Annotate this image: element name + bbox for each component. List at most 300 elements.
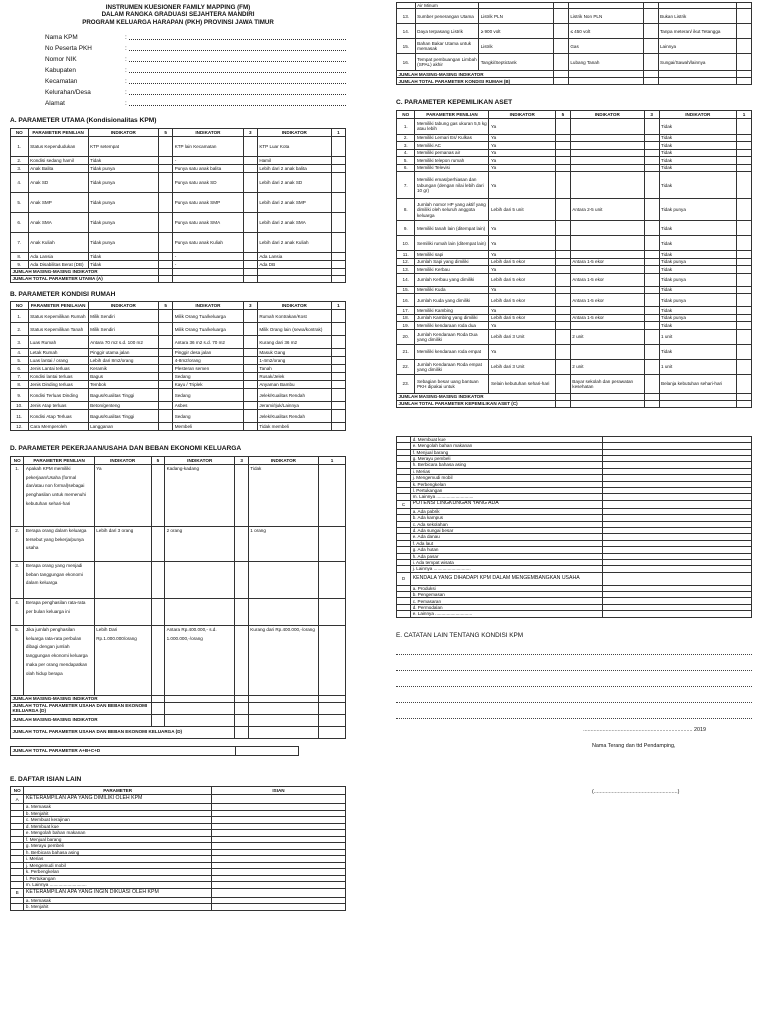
score-cell[interactable] bbox=[243, 310, 257, 323]
score-cell[interactable] bbox=[151, 562, 164, 599]
score-cell[interactable] bbox=[644, 329, 659, 344]
score-cell[interactable] bbox=[556, 374, 571, 393]
summary-value-cell[interactable] bbox=[658, 71, 736, 78]
item-label: d. Ada sungai besar bbox=[411, 527, 603, 533]
table-cell: Tidak bbox=[659, 157, 737, 165]
summary-value-cell[interactable] bbox=[556, 393, 571, 400]
score-cell[interactable] bbox=[556, 134, 571, 142]
blank-cell bbox=[11, 904, 24, 911]
score-cell[interactable] bbox=[644, 199, 659, 221]
identity-input-line[interactable] bbox=[129, 45, 346, 51]
score-cell[interactable] bbox=[159, 410, 173, 423]
score-cell[interactable] bbox=[644, 251, 659, 259]
score-cell[interactable] bbox=[159, 365, 173, 373]
score-cell[interactable] bbox=[331, 410, 345, 423]
score-cell[interactable] bbox=[553, 54, 568, 71]
score-cell[interactable] bbox=[331, 136, 345, 156]
score-cell[interactable] bbox=[243, 423, 257, 431]
score-cell[interactable] bbox=[556, 221, 571, 236]
score-cell[interactable] bbox=[643, 54, 658, 71]
score-cell[interactable] bbox=[556, 273, 571, 286]
summary-value-cell[interactable] bbox=[553, 71, 568, 78]
score-cell[interactable] bbox=[736, 24, 751, 39]
table-cell: Tidak bbox=[659, 164, 737, 172]
score-cell[interactable] bbox=[319, 527, 346, 562]
table-cell: Ada DB bbox=[257, 260, 331, 268]
score-cell[interactable] bbox=[159, 310, 173, 323]
score-cell[interactable] bbox=[243, 336, 257, 349]
score-cell[interactable] bbox=[331, 402, 345, 410]
score-cell[interactable] bbox=[556, 199, 571, 221]
score-cell[interactable] bbox=[243, 389, 257, 402]
score-cell[interactable] bbox=[243, 252, 257, 260]
score-cell[interactable] bbox=[331, 164, 345, 172]
table-row bbox=[11, 599, 346, 626]
table-cell: 4. bbox=[11, 172, 29, 192]
item-label: a. Memasak bbox=[24, 897, 212, 904]
score-cell[interactable] bbox=[331, 373, 345, 381]
score-cell[interactable] bbox=[319, 599, 346, 626]
table-cell: Tidak bbox=[659, 322, 737, 330]
summary-value-cell[interactable] bbox=[248, 726, 318, 738]
summary-value-cell[interactable] bbox=[570, 400, 644, 407]
group-title: POTENSI LINGKUNGAN YANG ADA bbox=[411, 500, 603, 508]
score-cell[interactable] bbox=[331, 381, 345, 389]
score-cell[interactable] bbox=[644, 273, 659, 286]
score-cell[interactable] bbox=[737, 251, 752, 259]
score-cell[interactable] bbox=[243, 164, 257, 172]
group-row bbox=[11, 795, 346, 804]
table-cell: Tidak bbox=[88, 252, 159, 260]
table-cell: 3. bbox=[11, 164, 29, 172]
summary-value-cell[interactable] bbox=[257, 275, 331, 282]
score-cell[interactable] bbox=[159, 172, 173, 192]
score-cell[interactable] bbox=[159, 260, 173, 268]
score-cell[interactable] bbox=[644, 286, 659, 294]
summary-value-cell[interactable] bbox=[257, 268, 331, 275]
table-cell: 1. bbox=[397, 118, 415, 134]
score-cell[interactable] bbox=[556, 164, 571, 172]
score-cell[interactable] bbox=[331, 323, 345, 336]
identity-input-line[interactable] bbox=[129, 78, 346, 84]
summary-value-cell[interactable] bbox=[643, 71, 658, 78]
summary-value-cell[interactable] bbox=[165, 703, 235, 715]
summary-value-cell[interactable] bbox=[151, 714, 164, 726]
table-cell: 2 unit bbox=[570, 359, 644, 374]
identity-input-line[interactable] bbox=[129, 89, 346, 95]
summary-value-cell[interactable] bbox=[737, 393, 752, 400]
score-cell[interactable] bbox=[737, 149, 752, 157]
table-cell: Sebagian besar uang bantuan PKH dipakai untuk bbox=[415, 374, 489, 393]
score-cell[interactable] bbox=[151, 465, 164, 527]
score-cell[interactable] bbox=[159, 323, 173, 336]
score-cell[interactable] bbox=[556, 359, 571, 374]
score-cell[interactable] bbox=[331, 389, 345, 402]
score-cell[interactable] bbox=[159, 349, 173, 357]
summary-value-cell[interactable] bbox=[331, 275, 345, 282]
table-cell: Tidak bbox=[659, 266, 737, 274]
summary-value-cell[interactable] bbox=[235, 696, 248, 703]
table-cell bbox=[570, 142, 644, 150]
table-cell: 3. bbox=[11, 562, 24, 599]
score-cell[interactable] bbox=[243, 410, 257, 423]
table-cell: Anak SD bbox=[28, 172, 88, 192]
score-cell[interactable] bbox=[556, 314, 571, 322]
score-cell[interactable] bbox=[243, 260, 257, 268]
score-cell[interactable] bbox=[159, 389, 173, 402]
score-cell[interactable] bbox=[159, 381, 173, 389]
score-cell[interactable] bbox=[736, 39, 751, 54]
score-cell[interactable] bbox=[243, 136, 257, 156]
table-cell bbox=[165, 562, 235, 599]
score-cell[interactable] bbox=[737, 329, 752, 344]
score-cell[interactable] bbox=[553, 39, 568, 54]
score-cell[interactable] bbox=[243, 365, 257, 373]
table-cell: - bbox=[173, 156, 244, 164]
score-cell[interactable] bbox=[556, 142, 571, 150]
table-cell: 14. bbox=[397, 273, 415, 286]
column-header: INDIKATOR bbox=[248, 457, 318, 465]
table-cell: 5. bbox=[11, 357, 29, 365]
summary-value-cell[interactable] bbox=[553, 78, 568, 85]
table-cell: Tangki/Septictank bbox=[479, 54, 554, 71]
score-cell[interactable] bbox=[644, 172, 659, 199]
score-cell[interactable] bbox=[243, 156, 257, 164]
score-cell[interactable] bbox=[643, 9, 658, 24]
table-cell: Lebih dari 2 anak SD bbox=[257, 172, 331, 192]
table-cell: Memiliki Kerbau bbox=[415, 266, 489, 274]
score-cell[interactable] bbox=[556, 329, 571, 344]
score-cell[interactable] bbox=[159, 423, 173, 431]
score-cell[interactable] bbox=[644, 142, 659, 150]
summary-value-cell[interactable] bbox=[243, 268, 257, 275]
table-cell: Bagus/Kualitas Tinggi bbox=[88, 410, 159, 423]
score-cell[interactable] bbox=[553, 24, 568, 39]
score-cell[interactable] bbox=[159, 136, 173, 156]
identity-input-line[interactable] bbox=[129, 34, 346, 40]
score-cell[interactable] bbox=[556, 149, 571, 157]
score-cell[interactable] bbox=[737, 314, 752, 322]
summary-value-cell[interactable] bbox=[248, 703, 318, 715]
summary-value-cell[interactable] bbox=[319, 696, 346, 703]
summary-value-cell[interactable] bbox=[235, 703, 248, 715]
score-cell[interactable] bbox=[243, 172, 257, 192]
table-cell: Ya bbox=[489, 286, 556, 294]
table-cell: 1-4m2/orang bbox=[257, 357, 331, 365]
score-cell[interactable] bbox=[235, 599, 248, 626]
score-cell[interactable] bbox=[644, 258, 659, 266]
table-row bbox=[397, 273, 752, 286]
summary-value-cell[interactable] bbox=[159, 275, 173, 282]
score-cell[interactable] bbox=[644, 294, 659, 307]
table-cell: Tidak bbox=[659, 149, 737, 157]
summary-value-cell[interactable] bbox=[644, 393, 659, 400]
score-cell[interactable] bbox=[331, 212, 345, 232]
score-cell[interactable] bbox=[159, 402, 173, 410]
score-cell[interactable] bbox=[159, 357, 173, 365]
score-cell[interactable] bbox=[235, 626, 248, 696]
score-cell[interactable] bbox=[235, 562, 248, 599]
summary-value-cell[interactable] bbox=[235, 714, 248, 726]
summary-value-cell[interactable] bbox=[737, 400, 752, 407]
score-cell[interactable] bbox=[644, 164, 659, 172]
summary-value-cell[interactable] bbox=[331, 268, 345, 275]
score-cell[interactable] bbox=[644, 149, 659, 157]
summary-value-cell[interactable] bbox=[319, 714, 346, 726]
score-cell[interactable] bbox=[643, 24, 658, 39]
table-cell: Lebih dari 5 ekor bbox=[489, 258, 556, 266]
item-label: d. Permodalan bbox=[411, 604, 603, 610]
score-cell[interactable] bbox=[159, 232, 173, 252]
score-cell[interactable] bbox=[556, 258, 571, 266]
summary-value-cell[interactable] bbox=[151, 696, 164, 703]
item-label: g. Ada hutan bbox=[411, 547, 603, 553]
score-cell[interactable] bbox=[644, 118, 659, 134]
table-cell: 8. bbox=[11, 252, 29, 260]
table-cell: Ya bbox=[489, 172, 556, 199]
score-cell[interactable] bbox=[243, 381, 257, 389]
column-header: ISIAN bbox=[211, 787, 345, 795]
summary-value-cell[interactable] bbox=[248, 714, 318, 726]
table-cell: Tidak punya bbox=[659, 258, 737, 266]
score-cell[interactable] bbox=[331, 252, 345, 260]
score-cell[interactable] bbox=[243, 349, 257, 357]
score-cell[interactable] bbox=[737, 157, 752, 165]
score-cell[interactable] bbox=[556, 251, 571, 259]
score-cell[interactable] bbox=[737, 258, 752, 266]
table-row bbox=[11, 192, 346, 212]
summary-value-cell[interactable] bbox=[173, 275, 244, 282]
total-abcd-value[interactable] bbox=[235, 746, 298, 755]
score-cell[interactable] bbox=[159, 192, 173, 212]
summary-value-cell[interactable] bbox=[159, 268, 173, 275]
catatan-line[interactable] bbox=[396, 711, 752, 719]
score-cell[interactable] bbox=[243, 357, 257, 365]
score-cell[interactable] bbox=[556, 294, 571, 307]
table-cell bbox=[165, 599, 235, 626]
group-blank bbox=[602, 500, 751, 508]
column-header: 1 bbox=[319, 457, 346, 465]
table-cell: 1 unit bbox=[659, 359, 737, 374]
score-cell[interactable] bbox=[331, 336, 345, 349]
score-cell[interactable] bbox=[737, 374, 752, 393]
summary-value-cell[interactable] bbox=[568, 78, 643, 85]
table-cell: Ya bbox=[489, 221, 556, 236]
table-cell: Punya satu anak Kuliah bbox=[173, 232, 244, 252]
table-cell: Tidak bbox=[659, 142, 737, 150]
score-cell[interactable] bbox=[319, 562, 346, 599]
score-cell[interactable] bbox=[151, 527, 164, 562]
score-cell[interactable] bbox=[243, 373, 257, 381]
score-cell[interactable] bbox=[736, 9, 751, 24]
score-cell[interactable] bbox=[644, 307, 659, 315]
catatan-line[interactable] bbox=[396, 663, 752, 671]
summary-value-cell[interactable] bbox=[319, 703, 346, 715]
table-cell: 21. bbox=[397, 344, 415, 359]
score-cell[interactable] bbox=[737, 221, 752, 236]
score-cell[interactable] bbox=[737, 134, 752, 142]
summary-value-cell[interactable] bbox=[165, 696, 235, 703]
table-cell: Tidak bbox=[248, 465, 318, 527]
score-cell[interactable] bbox=[644, 344, 659, 359]
score-cell[interactable] bbox=[243, 192, 257, 212]
item-label: b. Menjahit bbox=[24, 810, 212, 817]
summary-value-cell[interactable] bbox=[644, 400, 659, 407]
score-cell[interactable] bbox=[331, 156, 345, 164]
score-cell[interactable] bbox=[644, 236, 659, 251]
isian-cell[interactable] bbox=[211, 904, 345, 911]
score-cell[interactable] bbox=[556, 236, 571, 251]
score-cell[interactable] bbox=[644, 374, 659, 393]
score-cell[interactable] bbox=[159, 164, 173, 172]
score-cell[interactable] bbox=[737, 266, 752, 274]
table-cell: 1 orang bbox=[248, 527, 318, 562]
score-cell[interactable] bbox=[556, 157, 571, 165]
identity-input-line[interactable] bbox=[129, 67, 346, 73]
summary-value-cell[interactable] bbox=[165, 714, 235, 726]
table-cell: Antara 1-5 ekor bbox=[570, 273, 644, 286]
score-cell[interactable] bbox=[737, 142, 752, 150]
score-cell[interactable] bbox=[737, 199, 752, 221]
item-label: b. Pengemasan bbox=[411, 592, 603, 598]
table-cell: Jumlah nomor HP yang aktif yang dimiliki oleh seluruh anggota keluarga bbox=[415, 199, 489, 221]
score-cell[interactable] bbox=[331, 192, 345, 212]
catatan-line[interactable] bbox=[396, 647, 752, 655]
catatan-line[interactable] bbox=[396, 695, 752, 703]
summary-value-cell[interactable] bbox=[568, 71, 643, 78]
score-cell[interactable] bbox=[151, 599, 164, 626]
summary-value-cell[interactable] bbox=[643, 78, 658, 85]
score-cell[interactable] bbox=[319, 465, 346, 527]
group-blank bbox=[211, 795, 345, 804]
summary-value-cell[interactable] bbox=[570, 393, 644, 400]
score-cell[interactable] bbox=[644, 221, 659, 236]
summary-value-cell[interactable] bbox=[248, 696, 318, 703]
score-cell[interactable] bbox=[737, 286, 752, 294]
table-cell: Tidak punya bbox=[88, 164, 159, 172]
table-cell: Kondisi sedang hamil bbox=[28, 156, 88, 164]
score-cell[interactable] bbox=[737, 164, 752, 172]
column-header: INDIKATOR bbox=[88, 302, 159, 310]
score-cell[interactable] bbox=[331, 172, 345, 192]
summary-value-cell[interactable] bbox=[658, 78, 736, 85]
summary-value-cell[interactable] bbox=[736, 78, 751, 85]
table-row bbox=[11, 310, 346, 323]
score-cell[interactable] bbox=[331, 260, 345, 268]
score-cell[interactable] bbox=[243, 232, 257, 252]
summary-value-cell[interactable] bbox=[151, 703, 164, 715]
identity-field bbox=[45, 45, 346, 56]
score-cell[interactable] bbox=[644, 314, 659, 322]
summary-value-cell[interactable] bbox=[556, 400, 571, 407]
score-cell[interactable] bbox=[159, 336, 173, 349]
summary-value-cell[interactable] bbox=[659, 393, 737, 400]
score-cell[interactable] bbox=[737, 344, 752, 359]
score-cell[interactable] bbox=[737, 273, 752, 286]
header-row bbox=[397, 110, 752, 118]
score-cell[interactable] bbox=[159, 156, 173, 164]
table-cell: Belanja kebutuhan sehari-hari bbox=[659, 374, 737, 393]
table-cell: Memiliki Televisi bbox=[415, 164, 489, 172]
summary-value-cell[interactable] bbox=[736, 71, 751, 78]
score-cell[interactable] bbox=[737, 172, 752, 199]
score-cell[interactable] bbox=[319, 626, 346, 696]
score-cell[interactable] bbox=[553, 9, 568, 24]
score-cell[interactable] bbox=[331, 423, 345, 431]
table-cell bbox=[570, 172, 644, 199]
column-header: INDIKATOR bbox=[165, 457, 235, 465]
summary-label: JUMLAH MASING-MASING INDIKATOR bbox=[11, 714, 152, 726]
score-cell[interactable] bbox=[556, 118, 571, 134]
score-cell[interactable] bbox=[556, 266, 571, 274]
table-cell: Sungai/Sawah/lainnya bbox=[658, 54, 736, 71]
score-cell[interactable] bbox=[644, 359, 659, 374]
score-cell[interactable] bbox=[644, 157, 659, 165]
table-cell: Tidak bbox=[659, 344, 737, 359]
score-cell[interactable] bbox=[644, 266, 659, 274]
score-cell[interactable] bbox=[737, 307, 752, 315]
score-cell[interactable] bbox=[737, 322, 752, 330]
score-cell[interactable] bbox=[737, 118, 752, 134]
score-cell[interactable] bbox=[331, 310, 345, 323]
score-cell[interactable] bbox=[556, 172, 571, 199]
summary-value-cell[interactable] bbox=[243, 275, 257, 282]
score-cell[interactable] bbox=[556, 322, 571, 330]
score-cell[interactable] bbox=[737, 236, 752, 251]
score-cell[interactable] bbox=[235, 527, 248, 562]
score-cell[interactable] bbox=[151, 626, 164, 696]
column-header: INDIKATOR bbox=[257, 128, 331, 136]
score-cell[interactable] bbox=[737, 359, 752, 374]
summary-value-cell[interactable] bbox=[319, 726, 346, 738]
score-cell[interactable] bbox=[643, 39, 658, 54]
score-cell[interactable] bbox=[331, 349, 345, 357]
summary-value-cell[interactable] bbox=[235, 726, 248, 738]
isian-cell[interactable] bbox=[602, 611, 751, 617]
score-cell[interactable] bbox=[556, 307, 571, 315]
score-cell[interactable] bbox=[243, 402, 257, 410]
table-cell: Jelek/Kualitas Rendah bbox=[257, 410, 331, 423]
score-cell[interactable] bbox=[644, 134, 659, 142]
score-cell[interactable] bbox=[331, 232, 345, 252]
score-cell[interactable] bbox=[556, 344, 571, 359]
score-cell[interactable] bbox=[243, 212, 257, 232]
table-cell: KTP Luar Kota bbox=[257, 136, 331, 156]
summary-value-cell[interactable] bbox=[173, 268, 244, 275]
blank-cell bbox=[397, 611, 411, 617]
score-cell[interactable] bbox=[556, 286, 571, 294]
score-cell[interactable] bbox=[736, 54, 751, 71]
table-cell: Bahan Bakar Utama untuk memasak bbox=[415, 39, 479, 54]
score-cell[interactable] bbox=[243, 323, 257, 336]
score-cell[interactable] bbox=[159, 212, 173, 232]
table-cell: Jenis Dinding terluas bbox=[28, 381, 88, 389]
score-cell[interactable] bbox=[644, 322, 659, 330]
catatan-line[interactable] bbox=[396, 679, 752, 687]
identity-input-line[interactable] bbox=[129, 100, 346, 106]
score-cell[interactable] bbox=[159, 252, 173, 260]
column-header: 5 bbox=[151, 457, 164, 465]
group-blank bbox=[211, 888, 345, 897]
score-cell[interactable] bbox=[737, 294, 752, 307]
score-cell[interactable] bbox=[159, 373, 173, 381]
score-cell[interactable] bbox=[235, 465, 248, 527]
summary-value-cell[interactable] bbox=[659, 400, 737, 407]
score-cell[interactable] bbox=[331, 365, 345, 373]
score-cell[interactable] bbox=[331, 357, 345, 365]
identity-input-line[interactable] bbox=[129, 56, 346, 62]
table-pekerjaan-usaha bbox=[10, 456, 346, 739]
